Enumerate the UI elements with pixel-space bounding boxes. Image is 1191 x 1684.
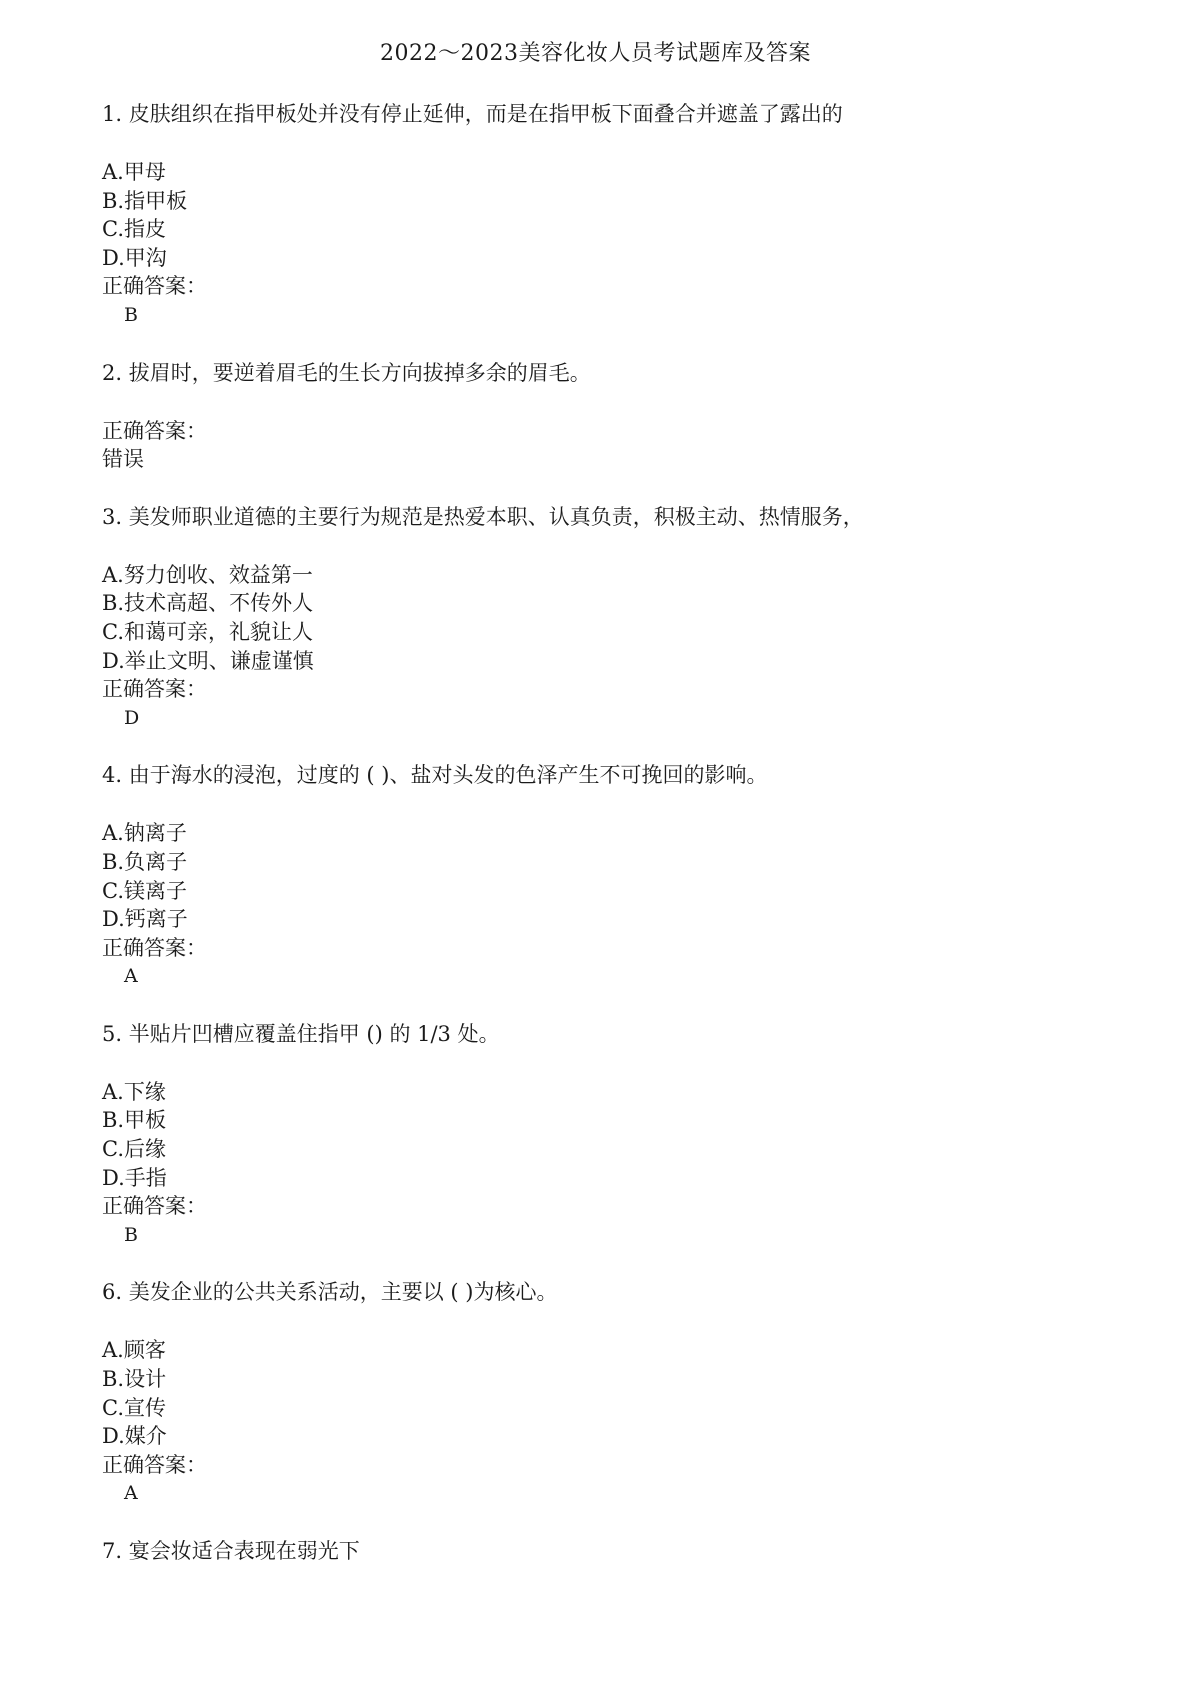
correct-answer-value: A xyxy=(124,1482,138,1505)
correct-answer-value: 错误 xyxy=(102,447,144,472)
correct-answer-value: D xyxy=(124,706,140,729)
question-list xyxy=(102,100,1102,1566)
answer-option: C.镁离子 xyxy=(102,878,187,903)
question-stem: 4. 由于海水的浸泡，过度的 ( )、盐对头发的色泽产生不可挽回的影响。 xyxy=(102,763,768,788)
correct-answer-label: 正确答案： xyxy=(102,677,207,702)
question-stem: 2. 拔眉时，要逆着眉毛的生长方向拔掉多余的眉毛。 xyxy=(102,360,591,385)
correct-answer-label: 正确答案： xyxy=(102,418,207,443)
question-item xyxy=(102,100,1102,359)
correct-answer-value: A xyxy=(124,965,138,988)
question-item xyxy=(102,1278,1102,1537)
question-item xyxy=(102,761,1102,1020)
answer-option: A.钠离子 xyxy=(102,821,187,846)
question-item xyxy=(102,359,1102,503)
answer-option: B.指甲板 xyxy=(102,188,188,213)
answer-option: A.甲母 xyxy=(102,160,166,184)
correct-answer-label: 正确答案： xyxy=(102,1452,207,1477)
answer-option: D.钙离子 xyxy=(102,907,188,932)
answer-option: D.举止文明、谦虚谨慎 xyxy=(102,648,314,673)
answer-option: C.指皮 xyxy=(102,217,166,242)
document-title: 2022～2023美容化妆人员考试题库及答案 xyxy=(380,41,811,66)
correct-answer-value: B xyxy=(124,1223,138,1246)
question-stem: 3. 美发师职业道德的主要行为规范是热爱本职、认真负责，积极主动、热情服务， xyxy=(102,504,864,529)
answer-option: B.负离子 xyxy=(102,849,188,874)
answer-option: A.下缘 xyxy=(102,1079,166,1104)
correct-answer-label: 正确答案： xyxy=(102,935,207,960)
answer-option: C.宣传 xyxy=(102,1395,166,1420)
answer-option: B.甲板 xyxy=(102,1108,167,1133)
answer-option: D.媒介 xyxy=(102,1424,167,1449)
correct-answer-label: 正确答案： xyxy=(102,274,207,299)
answer-option: B.设计 xyxy=(102,1367,167,1392)
correct-answer-label: 正确答案： xyxy=(102,1194,207,1219)
answer-option: C.和蔼可亲，礼貌让人 xyxy=(102,619,313,644)
question-stem: 6. 美发企业的公共关系活动，主要以 ( )为核心。 xyxy=(102,1280,558,1305)
answer-option: D.手指 xyxy=(102,1165,167,1190)
answer-option: A.顾客 xyxy=(102,1338,166,1363)
answer-option: D.甲沟 xyxy=(102,245,167,270)
question-stem: 7. 宴会妆适合表现在弱光下 xyxy=(102,1539,360,1563)
question-item xyxy=(102,1537,1102,1566)
answer-option: A.努力创收、效益第一 xyxy=(102,562,313,587)
question-stem: 5. 半贴片凹槽应覆盖住指甲 () 的 1/3 处。 xyxy=(102,1021,500,1046)
answer-option: B.技术高超、不传外人 xyxy=(102,591,314,616)
answer-option: C.后缘 xyxy=(102,1137,166,1162)
correct-answer-value: B xyxy=(124,303,138,326)
question-item xyxy=(102,503,1102,762)
question-stem: 1. 皮肤组织在指甲板处并没有停止延伸，而是在指甲板下面叠合并遮盖了露出的 xyxy=(102,102,843,126)
question-item xyxy=(102,1020,1102,1279)
